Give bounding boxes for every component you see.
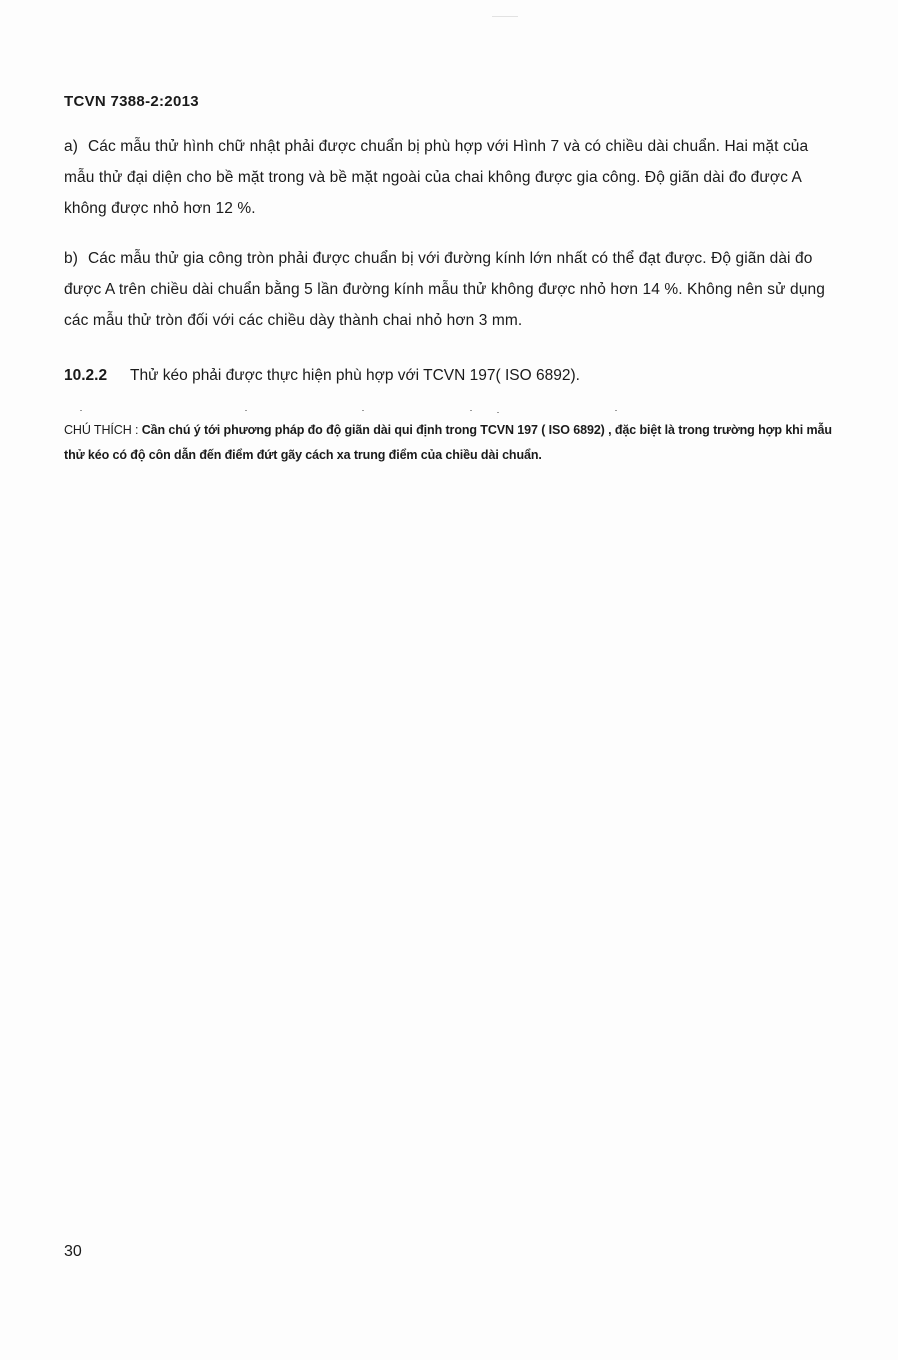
scan-artifact-line xyxy=(492,16,518,17)
scan-artifact-dot xyxy=(470,410,472,411)
paragraph-a-marker: a) xyxy=(64,138,78,155)
scan-artifact-dot xyxy=(245,410,247,411)
standard-code-header: TCVN 7388-2:2013 xyxy=(64,93,199,110)
page-number: 30 xyxy=(64,1243,82,1260)
scan-artifact-dot xyxy=(80,410,82,411)
note xyxy=(64,418,839,468)
scan-artifact-dot xyxy=(362,410,364,411)
scan-artifact-dot xyxy=(615,410,617,411)
paragraph-a xyxy=(64,131,839,224)
paragraph-b-marker: b) xyxy=(64,250,78,267)
paragraph-a-text: Các mẫu thử hình chữ nhật phải được chuẩn bị phù hợp với Hình 7 và có chiều dài chuẩn. Hai mặt của mẫu thử đại diện cho bề mặt trong và bề mặt ngoài của chai không được gia công. Độ giãn dài đo được A không được nhỏ hơn 12 %. xyxy=(64,138,809,217)
note-label: CHÚ THÍCH : xyxy=(64,423,139,437)
clause-text: Thử kéo phải được thực hiện phù hợp với TCVN 197( ISO 6892). xyxy=(130,367,580,384)
note-text: Cần chú ý tới phương pháp đo độ giãn dài qui định trong TCVN 197 ( ISO 6892) , đặc biệt là trong trường hợp khi mẫu thử kéo có độ côn dẫn đến điểm đứt gãy cách xa trung điểm của chiều dài chuẩn. xyxy=(64,423,832,462)
paragraph-b-text: Các mẫu thử gia công tròn phải được chuẩn bị với đường kính lớn nhất có thể đạt được. Độ giãn dài đo được A trên chiều dài chuẩn bằng 5 lần đường kính mẫu thử không được nhỏ hơn 14 %. Không nên sử dụng các mẫu thử tròn đối với các chiều dày thành chai nhỏ hơn 3 mm. xyxy=(64,250,825,329)
paragraph-b xyxy=(64,243,839,336)
scan-artifact-dot xyxy=(497,412,499,413)
clause-10-2-2 xyxy=(64,361,580,391)
clause-number: 10.2.2 xyxy=(64,367,108,384)
